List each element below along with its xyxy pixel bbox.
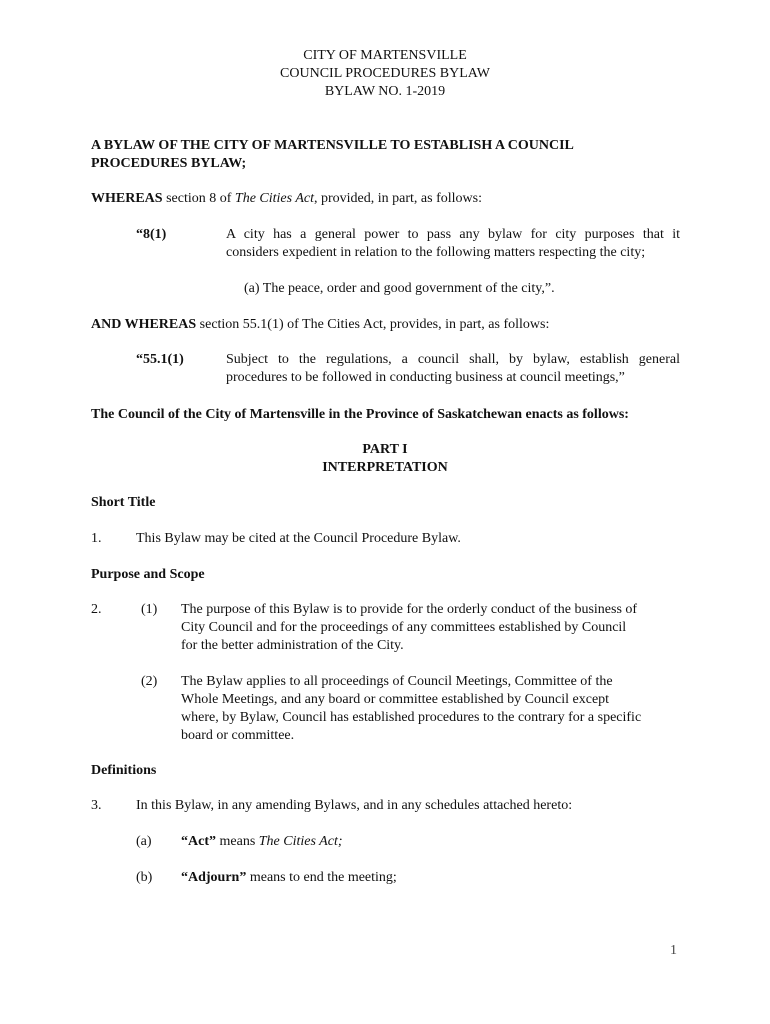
definition-a-text: means — [216, 834, 259, 849]
section-2-2-line-2: Whole Meetings, and any board or committee established by Council except — [181, 692, 610, 707]
section-2-2-line-4: board or committee. — [181, 728, 295, 743]
page-number: 1 — [670, 943, 677, 958]
title-line-1: A BYLAW OF THE CITY OF MARTENSVILLE TO ESTABLISH A COUNCIL — [91, 138, 574, 153]
whereas-text-b: , provided, in part, as follows: — [313, 191, 482, 206]
section-2-2-line-3: where, by Bylaw, Council has established procedures to the contrary for a specific — [181, 710, 642, 725]
part-heading: PART I — [362, 442, 408, 457]
enacting-clause: The Council of the City of Martensville in the Province of Saskatchewan enacts as follows: — [91, 407, 629, 422]
and-whereas-text: section 55.1(1) of The Cities Act, provides, in part, as follows: — [196, 317, 550, 332]
part-subheading: INTERPRETATION — [322, 460, 448, 475]
quote2-line-1: Subject to the regulations, a council shall, by bylaw, establish general — [226, 352, 680, 367]
section-2-1-line-1: The purpose of this Bylaw is to provide for the orderly conduct of the business of — [181, 602, 638, 617]
quote1-subclause: (a) The peace, order and good government of the city,”. — [244, 281, 555, 296]
definition-a-number: (a) — [136, 834, 152, 849]
definition-b-term: “Adjourn” — [181, 870, 247, 885]
quote1-number: “8(1) — [136, 227, 167, 242]
whereas-lead: WHEREAS — [91, 191, 163, 206]
whereas-paragraph-2 — [91, 316, 549, 334]
and-whereas-lead: AND WHEREAS — [91, 317, 197, 332]
section-2-1-number: (1) — [141, 602, 158, 617]
definition-a-term: “Act” — [181, 834, 216, 849]
section-2-2-line-1: The Bylaw applies to all proceedings of Council Meetings, Committee of the — [181, 674, 613, 689]
section-1-number: 1. — [91, 531, 102, 546]
definition-a-act: The Cities Act; — [258, 834, 343, 849]
definitions-heading: Definitions — [91, 763, 157, 778]
definition-b-number: (b) — [136, 870, 153, 885]
section-2-2-number: (2) — [141, 674, 158, 689]
header-bylaw-name: COUNCIL PROCEDURES BYLAW — [280, 66, 490, 81]
definition-b — [181, 869, 397, 887]
short-title-heading: Short Title — [91, 495, 156, 510]
header-city: CITY OF MARTENSVILLE — [303, 48, 467, 63]
definition-b-text: means to end the meeting; — [246, 870, 397, 885]
section-3-text: In this Bylaw, in any amending Bylaws, and in any schedules attached hereto: — [136, 798, 573, 813]
quote1-line-2: considers expedient in relation to the following matters respecting the city; — [226, 245, 646, 260]
quote2-number: “55.1(1) — [136, 352, 184, 367]
section-1-text: This Bylaw may be cited at the Council Procedure Bylaw. — [136, 531, 461, 546]
definition-a — [181, 833, 343, 851]
title-line-2: PROCEDURES BYLAW; — [91, 156, 247, 171]
whereas-act-name: The Cities Act — [234, 191, 314, 206]
whereas-text-a: section 8 of — [162, 191, 235, 206]
quote1-line-1: A city has a general power to pass any bylaw for city purposes that it — [226, 227, 680, 242]
quote2-line-2: procedures to be followed in conducting business at council meetings,” — [226, 370, 625, 385]
section-2-number: 2. — [91, 602, 102, 617]
section-3-number: 3. — [91, 798, 102, 813]
whereas-paragraph-1 — [91, 190, 482, 208]
section-2-1-line-3: for the better administration of the City. — [181, 638, 404, 653]
header-bylaw-number: BYLAW NO. 1-2019 — [324, 84, 446, 99]
purpose-heading: Purpose and Scope — [91, 567, 205, 582]
section-2-1-line-2: City Council and for the proceedings of any committees established by Council — [181, 620, 627, 635]
